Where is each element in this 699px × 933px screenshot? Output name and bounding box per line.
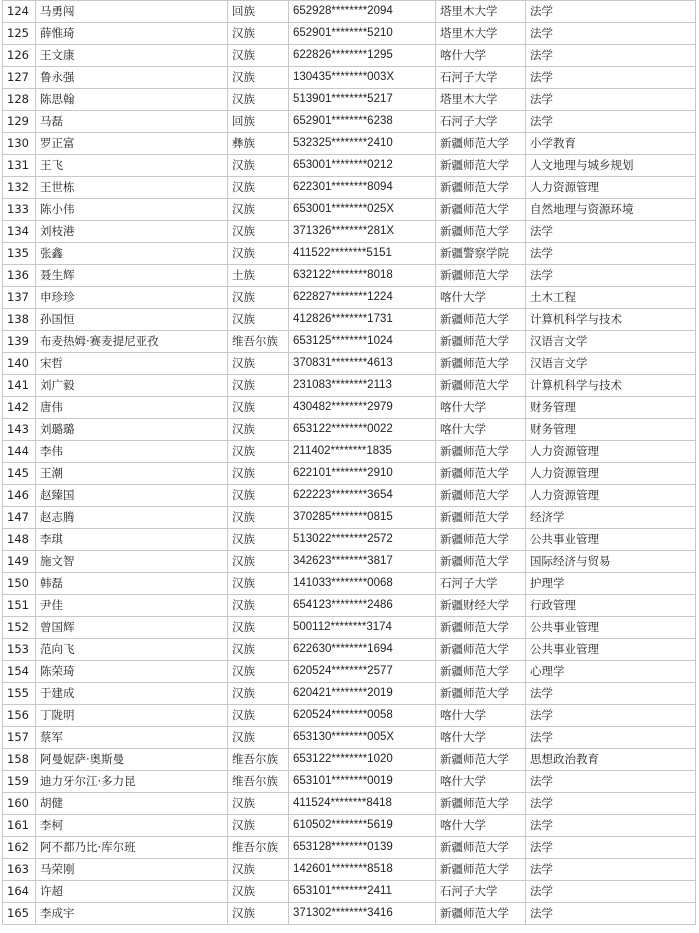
major-cell: 人力资源管理 [526, 463, 696, 485]
table-row [3, 89, 696, 111]
ethnicity-cell: 汉族 [228, 353, 289, 375]
id-number-cell: 653122********0022 [289, 419, 436, 441]
ethnicity-cell: 汉族 [228, 661, 289, 683]
row-number-cell: 147 [3, 507, 36, 529]
table-row [3, 573, 696, 595]
name-cell: 范向飞 [36, 639, 228, 661]
table-row [3, 595, 696, 617]
row-number-cell: 128 [3, 89, 36, 111]
name-cell: 薛惟琦 [36, 23, 228, 45]
ethnicity-cell: 汉族 [228, 441, 289, 463]
name-cell: 张鑫 [36, 243, 228, 265]
id-number-cell: 142601********8518 [289, 859, 436, 881]
university-cell: 新疆师范大学 [436, 617, 526, 639]
name-cell: 于建成 [36, 683, 228, 705]
id-number-cell: 654123********2486 [289, 595, 436, 617]
university-cell: 新疆师范大学 [436, 441, 526, 463]
name-cell: 陈小伟 [36, 199, 228, 221]
row-number-cell: 137 [3, 287, 36, 309]
id-number-cell: 130435********003X [289, 67, 436, 89]
name-cell: 施文智 [36, 551, 228, 573]
major-cell: 计算机科学与技术 [526, 309, 696, 331]
table-row [3, 507, 696, 529]
ethnicity-cell: 汉族 [228, 243, 289, 265]
major-cell: 人文地理与城乡规划 [526, 155, 696, 177]
table-row [3, 793, 696, 815]
major-cell: 人力资源管理 [526, 485, 696, 507]
row-number-cell: 132 [3, 177, 36, 199]
university-cell: 石河子大学 [436, 67, 526, 89]
id-number-cell: 632122********8018 [289, 265, 436, 287]
table-row [3, 727, 696, 749]
university-cell: 新疆师范大学 [436, 859, 526, 881]
major-cell: 法学 [526, 793, 696, 815]
ethnicity-cell: 彝族 [228, 133, 289, 155]
major-cell: 土木工程 [526, 287, 696, 309]
id-number-cell: 371326********281X [289, 221, 436, 243]
university-cell: 塔里木大学 [436, 23, 526, 45]
university-cell: 新疆师范大学 [436, 353, 526, 375]
name-cell: 宋哲 [36, 353, 228, 375]
table-row [3, 397, 696, 419]
name-cell: 李成宇 [36, 903, 228, 925]
id-number-cell: 652928********2094 [289, 1, 436, 23]
university-cell: 喀什大学 [436, 397, 526, 419]
row-number-cell: 153 [3, 639, 36, 661]
table-row [3, 903, 696, 925]
ethnicity-cell: 汉族 [228, 463, 289, 485]
row-number-cell: 148 [3, 529, 36, 551]
table-row [3, 485, 696, 507]
table-row [3, 45, 696, 67]
university-cell: 新疆财经大学 [436, 595, 526, 617]
row-number-cell: 143 [3, 419, 36, 441]
university-cell: 塔里木大学 [436, 1, 526, 23]
ethnicity-cell: 汉族 [228, 529, 289, 551]
table-row [3, 111, 696, 133]
name-cell: 阿曼妮萨·奥斯曼 [36, 749, 228, 771]
table-row [3, 177, 696, 199]
name-cell: 聂生辉 [36, 265, 228, 287]
id-number-cell: 211402********1835 [289, 441, 436, 463]
name-cell: 阿不都乃比·库尔班 [36, 837, 228, 859]
ethnicity-cell: 汉族 [228, 881, 289, 903]
row-number-cell: 138 [3, 309, 36, 331]
major-cell: 行政管理 [526, 595, 696, 617]
major-cell: 法学 [526, 1, 696, 23]
id-number-cell: 411524********8418 [289, 793, 436, 815]
university-cell: 新疆师范大学 [436, 529, 526, 551]
table-row [3, 815, 696, 837]
major-cell: 法学 [526, 23, 696, 45]
row-number-cell: 129 [3, 111, 36, 133]
id-number-cell: 652901********6238 [289, 111, 436, 133]
ethnicity-cell: 汉族 [228, 309, 289, 331]
name-cell: 罗正富 [36, 133, 228, 155]
row-number-cell: 141 [3, 375, 36, 397]
id-number-cell: 652901********5210 [289, 23, 436, 45]
ethnicity-cell: 汉族 [228, 903, 289, 925]
university-cell: 新疆师范大学 [436, 309, 526, 331]
id-number-cell: 653128********0139 [289, 837, 436, 859]
id-number-cell: 141033********0068 [289, 573, 436, 595]
major-cell: 财务管理 [526, 419, 696, 441]
table-row [3, 243, 696, 265]
row-number-cell: 159 [3, 771, 36, 793]
id-number-cell: 622101********2910 [289, 463, 436, 485]
row-number-cell: 163 [3, 859, 36, 881]
major-cell: 法学 [526, 67, 696, 89]
major-cell: 法学 [526, 837, 696, 859]
major-cell: 小学教育 [526, 133, 696, 155]
ethnicity-cell: 维吾尔族 [228, 749, 289, 771]
table-row [3, 529, 696, 551]
ethnicity-cell: 汉族 [228, 221, 289, 243]
name-cell: 蔡军 [36, 727, 228, 749]
id-number-cell: 622827********1224 [289, 287, 436, 309]
name-cell: 王世栋 [36, 177, 228, 199]
table-row [3, 23, 696, 45]
ethnicity-cell: 汉族 [228, 485, 289, 507]
row-number-cell: 151 [3, 595, 36, 617]
id-number-cell: 653122********1020 [289, 749, 436, 771]
row-number-cell: 146 [3, 485, 36, 507]
university-cell: 新疆师范大学 [436, 485, 526, 507]
major-cell: 法学 [526, 683, 696, 705]
name-cell: 布麦热姆·赛麦提尼亚孜 [36, 331, 228, 353]
name-cell: 孙国恒 [36, 309, 228, 331]
major-cell: 人力资源管理 [526, 177, 696, 199]
major-cell: 法学 [526, 903, 696, 925]
university-cell: 新疆师范大学 [436, 639, 526, 661]
table-row [3, 419, 696, 441]
ethnicity-cell: 汉族 [228, 727, 289, 749]
major-cell: 计算机科学与技术 [526, 375, 696, 397]
university-cell: 新疆师范大学 [436, 463, 526, 485]
major-cell: 法学 [526, 111, 696, 133]
row-number-cell: 160 [3, 793, 36, 815]
roster-body [3, 1, 696, 925]
university-cell: 新疆师范大学 [436, 331, 526, 353]
id-number-cell: 513022********2572 [289, 529, 436, 551]
id-number-cell: 371302********3416 [289, 903, 436, 925]
name-cell: 许超 [36, 881, 228, 903]
major-cell: 法学 [526, 881, 696, 903]
row-number-cell: 149 [3, 551, 36, 573]
id-number-cell: 653101********0019 [289, 771, 436, 793]
row-number-cell: 152 [3, 617, 36, 639]
major-cell: 法学 [526, 727, 696, 749]
table-row [3, 353, 696, 375]
university-cell: 新疆师范大学 [436, 837, 526, 859]
ethnicity-cell: 汉族 [228, 705, 289, 727]
ethnicity-cell: 汉族 [228, 617, 289, 639]
name-cell: 鲁永强 [36, 67, 228, 89]
id-number-cell: 653001********025X [289, 199, 436, 221]
id-number-cell: 620421********2019 [289, 683, 436, 705]
university-cell: 新疆师范大学 [436, 155, 526, 177]
roster-table [2, 0, 696, 925]
major-cell: 法学 [526, 89, 696, 111]
name-cell: 马荣刚 [36, 859, 228, 881]
ethnicity-cell: 汉族 [228, 45, 289, 67]
ethnicity-cell: 汉族 [228, 507, 289, 529]
university-cell: 喀什大学 [436, 727, 526, 749]
ethnicity-cell: 汉族 [228, 859, 289, 881]
id-number-cell: 653130********005X [289, 727, 436, 749]
row-number-cell: 131 [3, 155, 36, 177]
major-cell: 法学 [526, 243, 696, 265]
row-number-cell: 158 [3, 749, 36, 771]
ethnicity-cell: 汉族 [228, 639, 289, 661]
name-cell: 迪力牙尔江·多力昆 [36, 771, 228, 793]
id-number-cell: 370831********4613 [289, 353, 436, 375]
university-cell: 喀什大学 [436, 419, 526, 441]
id-number-cell: 620524********0058 [289, 705, 436, 727]
id-number-cell: 653001********0212 [289, 155, 436, 177]
ethnicity-cell: 汉族 [228, 375, 289, 397]
id-number-cell: 620524********2577 [289, 661, 436, 683]
row-number-cell: 126 [3, 45, 36, 67]
row-number-cell: 165 [3, 903, 36, 925]
table-row [3, 287, 696, 309]
table-row [3, 463, 696, 485]
row-number-cell: 142 [3, 397, 36, 419]
university-cell: 喀什大学 [436, 815, 526, 837]
table-row [3, 199, 696, 221]
table-row [3, 749, 696, 771]
id-number-cell: 532325********2410 [289, 133, 436, 155]
major-cell: 法学 [526, 705, 696, 727]
table-row [3, 441, 696, 463]
ethnicity-cell: 汉族 [228, 551, 289, 573]
row-number-cell: 150 [3, 573, 36, 595]
major-cell: 法学 [526, 859, 696, 881]
major-cell: 国际经济与贸易 [526, 551, 696, 573]
id-number-cell: 500112********3174 [289, 617, 436, 639]
ethnicity-cell: 汉族 [228, 89, 289, 111]
major-cell: 自然地理与资源环境 [526, 199, 696, 221]
major-cell: 汉语言文学 [526, 353, 696, 375]
name-cell: 马磊 [36, 111, 228, 133]
id-number-cell: 412826********1731 [289, 309, 436, 331]
id-number-cell: 622826********1295 [289, 45, 436, 67]
table-row [3, 881, 696, 903]
university-cell: 新疆师范大学 [436, 199, 526, 221]
major-cell: 法学 [526, 45, 696, 67]
table-row [3, 155, 696, 177]
table-row [3, 133, 696, 155]
university-cell: 石河子大学 [436, 881, 526, 903]
university-cell: 新疆师范大学 [436, 375, 526, 397]
table-row [3, 309, 696, 331]
ethnicity-cell: 汉族 [228, 397, 289, 419]
table-row [3, 639, 696, 661]
table-row [3, 859, 696, 881]
major-cell: 法学 [526, 815, 696, 837]
name-cell: 曾国辉 [36, 617, 228, 639]
ethnicity-cell: 汉族 [228, 23, 289, 45]
university-cell: 新疆师范大学 [436, 749, 526, 771]
major-cell: 公共事业管理 [526, 529, 696, 551]
row-number-cell: 155 [3, 683, 36, 705]
name-cell: 刘璐璐 [36, 419, 228, 441]
table-row [3, 1, 696, 23]
table-row [3, 221, 696, 243]
ethnicity-cell: 汉族 [228, 419, 289, 441]
major-cell: 汉语言文学 [526, 331, 696, 353]
university-cell: 新疆师范大学 [436, 551, 526, 573]
name-cell: 申珍珍 [36, 287, 228, 309]
name-cell: 李伟 [36, 441, 228, 463]
ethnicity-cell: 汉族 [228, 595, 289, 617]
ethnicity-cell: 汉族 [228, 793, 289, 815]
table-row [3, 683, 696, 705]
ethnicity-cell: 维吾尔族 [228, 771, 289, 793]
row-number-cell: 133 [3, 199, 36, 221]
university-cell: 喀什大学 [436, 771, 526, 793]
ethnicity-cell: 汉族 [228, 199, 289, 221]
id-number-cell: 430482********2979 [289, 397, 436, 419]
ethnicity-cell: 维吾尔族 [228, 837, 289, 859]
name-cell: 赵志腾 [36, 507, 228, 529]
major-cell: 人力资源管理 [526, 441, 696, 463]
university-cell: 喀什大学 [436, 45, 526, 67]
name-cell: 王飞 [36, 155, 228, 177]
ethnicity-cell: 维吾尔族 [228, 331, 289, 353]
name-cell: 马勇闯 [36, 1, 228, 23]
ethnicity-cell: 汉族 [228, 683, 289, 705]
university-cell: 新疆警察学院 [436, 243, 526, 265]
row-number-cell: 162 [3, 837, 36, 859]
name-cell: 丁陇明 [36, 705, 228, 727]
name-cell: 韩磊 [36, 573, 228, 595]
name-cell: 李柯 [36, 815, 228, 837]
id-number-cell: 231083********2113 [289, 375, 436, 397]
id-number-cell: 653125********1024 [289, 331, 436, 353]
id-number-cell: 342623********3817 [289, 551, 436, 573]
row-number-cell: 135 [3, 243, 36, 265]
table-row [3, 661, 696, 683]
university-cell: 石河子大学 [436, 573, 526, 595]
ethnicity-cell: 回族 [228, 111, 289, 133]
name-cell: 刘枝港 [36, 221, 228, 243]
table-row [3, 265, 696, 287]
major-cell: 公共事业管理 [526, 639, 696, 661]
row-number-cell: 127 [3, 67, 36, 89]
university-cell: 新疆师范大学 [436, 903, 526, 925]
id-number-cell: 513901********5217 [289, 89, 436, 111]
table-row [3, 331, 696, 353]
id-number-cell: 622223********3654 [289, 485, 436, 507]
ethnicity-cell: 回族 [228, 1, 289, 23]
name-cell: 赵臻国 [36, 485, 228, 507]
name-cell: 唐伟 [36, 397, 228, 419]
row-number-cell: 157 [3, 727, 36, 749]
table-row [3, 375, 696, 397]
row-number-cell: 154 [3, 661, 36, 683]
major-cell: 法学 [526, 265, 696, 287]
university-cell: 新疆师范大学 [436, 661, 526, 683]
row-number-cell: 156 [3, 705, 36, 727]
name-cell: 胡健 [36, 793, 228, 815]
major-cell: 财务管理 [526, 397, 696, 419]
ethnicity-cell: 土族 [228, 265, 289, 287]
row-number-cell: 140 [3, 353, 36, 375]
table-row [3, 771, 696, 793]
university-cell: 新疆师范大学 [436, 793, 526, 815]
row-number-cell: 125 [3, 23, 36, 45]
university-cell: 塔里木大学 [436, 89, 526, 111]
university-cell: 新疆师范大学 [436, 221, 526, 243]
id-number-cell: 370285********0815 [289, 507, 436, 529]
major-cell: 思想政治教育 [526, 749, 696, 771]
row-number-cell: 161 [3, 815, 36, 837]
id-number-cell: 653101********2411 [289, 881, 436, 903]
name-cell: 陈荣琦 [36, 661, 228, 683]
id-number-cell: 622630********1694 [289, 639, 436, 661]
major-cell: 法学 [526, 221, 696, 243]
name-cell: 李琪 [36, 529, 228, 551]
ethnicity-cell: 汉族 [228, 177, 289, 199]
ethnicity-cell: 汉族 [228, 287, 289, 309]
id-number-cell: 622301********8094 [289, 177, 436, 199]
row-number-cell: 164 [3, 881, 36, 903]
table-row [3, 551, 696, 573]
ethnicity-cell: 汉族 [228, 155, 289, 177]
university-cell: 新疆师范大学 [436, 265, 526, 287]
table-row [3, 67, 696, 89]
row-number-cell: 134 [3, 221, 36, 243]
university-cell: 喀什大学 [436, 287, 526, 309]
name-cell: 陈思翰 [36, 89, 228, 111]
table-row [3, 617, 696, 639]
major-cell: 心理学 [526, 661, 696, 683]
university-cell: 新疆师范大学 [436, 133, 526, 155]
name-cell: 尹佳 [36, 595, 228, 617]
major-cell: 法学 [526, 771, 696, 793]
university-cell: 新疆师范大学 [436, 177, 526, 199]
university-cell: 石河子大学 [436, 111, 526, 133]
major-cell: 经济学 [526, 507, 696, 529]
ethnicity-cell: 汉族 [228, 815, 289, 837]
name-cell: 王潮 [36, 463, 228, 485]
id-number-cell: 610502********5619 [289, 815, 436, 837]
row-number-cell: 124 [3, 1, 36, 23]
row-number-cell: 139 [3, 331, 36, 353]
row-number-cell: 144 [3, 441, 36, 463]
university-cell: 新疆师范大学 [436, 683, 526, 705]
row-number-cell: 145 [3, 463, 36, 485]
table-row [3, 837, 696, 859]
row-number-cell: 130 [3, 133, 36, 155]
ethnicity-cell: 汉族 [228, 67, 289, 89]
major-cell: 公共事业管理 [526, 617, 696, 639]
row-number-cell: 136 [3, 265, 36, 287]
university-cell: 喀什大学 [436, 705, 526, 727]
university-cell: 新疆师范大学 [436, 507, 526, 529]
ethnicity-cell: 汉族 [228, 573, 289, 595]
table-row [3, 705, 696, 727]
major-cell: 护理学 [526, 573, 696, 595]
id-number-cell: 411522********5151 [289, 243, 436, 265]
name-cell: 刘广毅 [36, 375, 228, 397]
name-cell: 王文康 [36, 45, 228, 67]
